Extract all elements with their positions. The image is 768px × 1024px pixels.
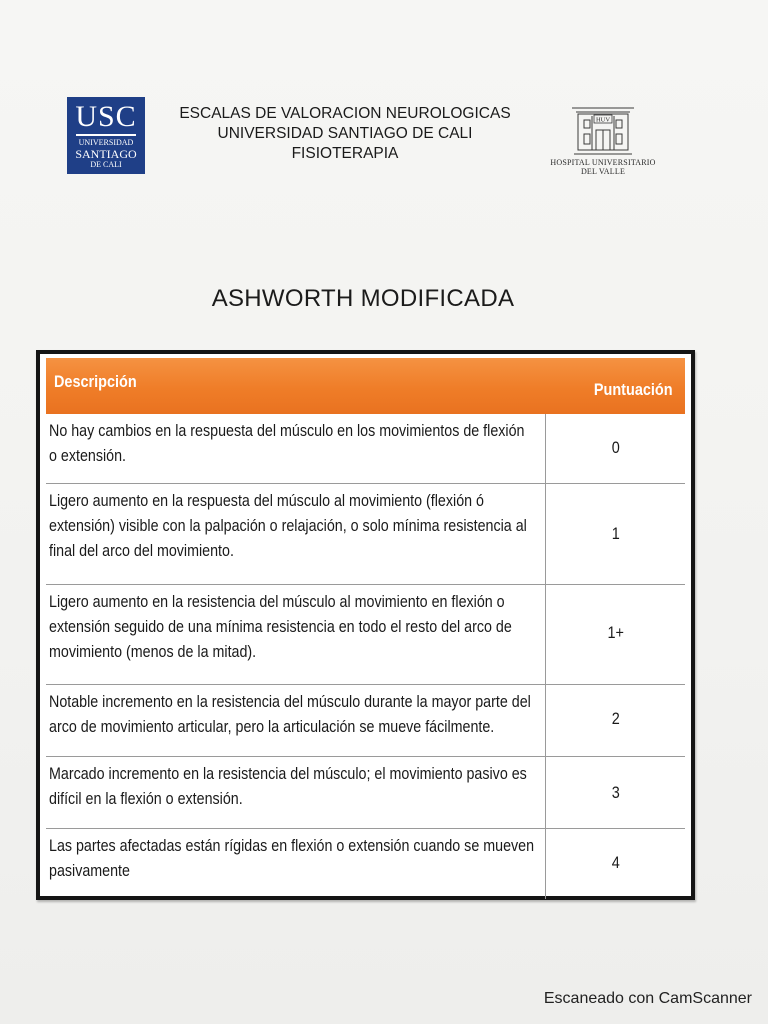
score-value: 2 <box>611 709 620 728</box>
score-value: 0 <box>611 438 620 457</box>
usc-logo-line2: SANTIAGO <box>75 147 137 161</box>
score-value: 4 <box>611 853 620 872</box>
usc-logo-rule <box>76 134 136 136</box>
description-cell <box>46 585 546 684</box>
score-cell <box>546 829 685 899</box>
usc-logo-line1: UNIVERSIDAD <box>78 138 134 147</box>
usc-logo-text: USC <box>75 100 137 133</box>
huv-logo <box>548 102 658 190</box>
header-line-3: FISIOTERAPIA <box>291 145 399 162</box>
score-value: 1+ <box>607 623 624 642</box>
score-cell <box>546 585 685 684</box>
table-row <box>46 585 685 685</box>
header-line-1: ESCALAS DE VALORACION NEUROLOGICAS <box>179 105 511 122</box>
description-text: No hay cambios en la respuesta del músculo en los movimientos de flexión o extensión. <box>49 421 525 465</box>
document-header <box>150 104 540 164</box>
description-cell <box>46 414 546 483</box>
hospital-building-icon <box>568 102 638 158</box>
description-cell <box>46 484 546 584</box>
scanner-watermark: Escaneado con CamScanner <box>543 990 752 1007</box>
header-line-2: UNIVERSIDAD SANTIAGO DE CALI <box>217 125 473 142</box>
score-cell <box>546 484 685 584</box>
column-header-score: Puntuación <box>594 380 673 399</box>
ashworth-table <box>36 350 695 900</box>
table-body <box>46 414 685 899</box>
description-text: Las partes afectadas están rígidas en flexión o extensión cuando se mueven pasivamente <box>49 836 535 880</box>
score-cell <box>546 685 685 756</box>
description-text: Ligero aumento en la resistencia del músculo al movimiento en flexión o extensión seguido de una mínima resistencia en todo el resto del arco de movimiento (menos de la mitad). <box>49 592 512 661</box>
table-header <box>46 358 685 414</box>
usc-logo <box>67 97 145 174</box>
huv-badge-text: HUV <box>595 116 611 124</box>
description-text: Ligero aumento en la respuesta del músculo al movimiento (flexión ó extensión) visible con la palpación o relajación, o solo mínima resistencia al final del arco del movimiento. <box>49 491 527 560</box>
table-row <box>46 757 685 829</box>
score-value: 1 <box>611 524 620 543</box>
column-header-description: Descripción <box>54 372 137 391</box>
table-row <box>46 829 685 899</box>
description-cell <box>46 757 546 828</box>
description-text: Notable incremento en la resistencia del músculo durante la mayor parte del arco de movimiento articular, pero la articulación se mueve fácilmente. <box>49 692 531 736</box>
description-cell <box>46 685 546 756</box>
table-row <box>46 414 685 484</box>
huv-name-line1: HOSPITAL UNIVERSITARIO <box>550 158 656 167</box>
score-cell <box>546 757 685 828</box>
table-row <box>46 685 685 757</box>
usc-logo-line3: DE CALI <box>90 160 122 169</box>
table-row <box>46 484 685 585</box>
score-cell <box>546 414 685 483</box>
description-cell <box>46 829 546 899</box>
description-text: Marcado incremento en la resistencia del músculo; el movimiento pasivo es difícil en la flexión o extensión. <box>49 764 527 808</box>
score-value: 3 <box>611 783 620 802</box>
scale-title: ASHWORTH MODIFICADA <box>211 285 515 312</box>
huv-name-line2: DEL VALLE <box>580 167 626 176</box>
